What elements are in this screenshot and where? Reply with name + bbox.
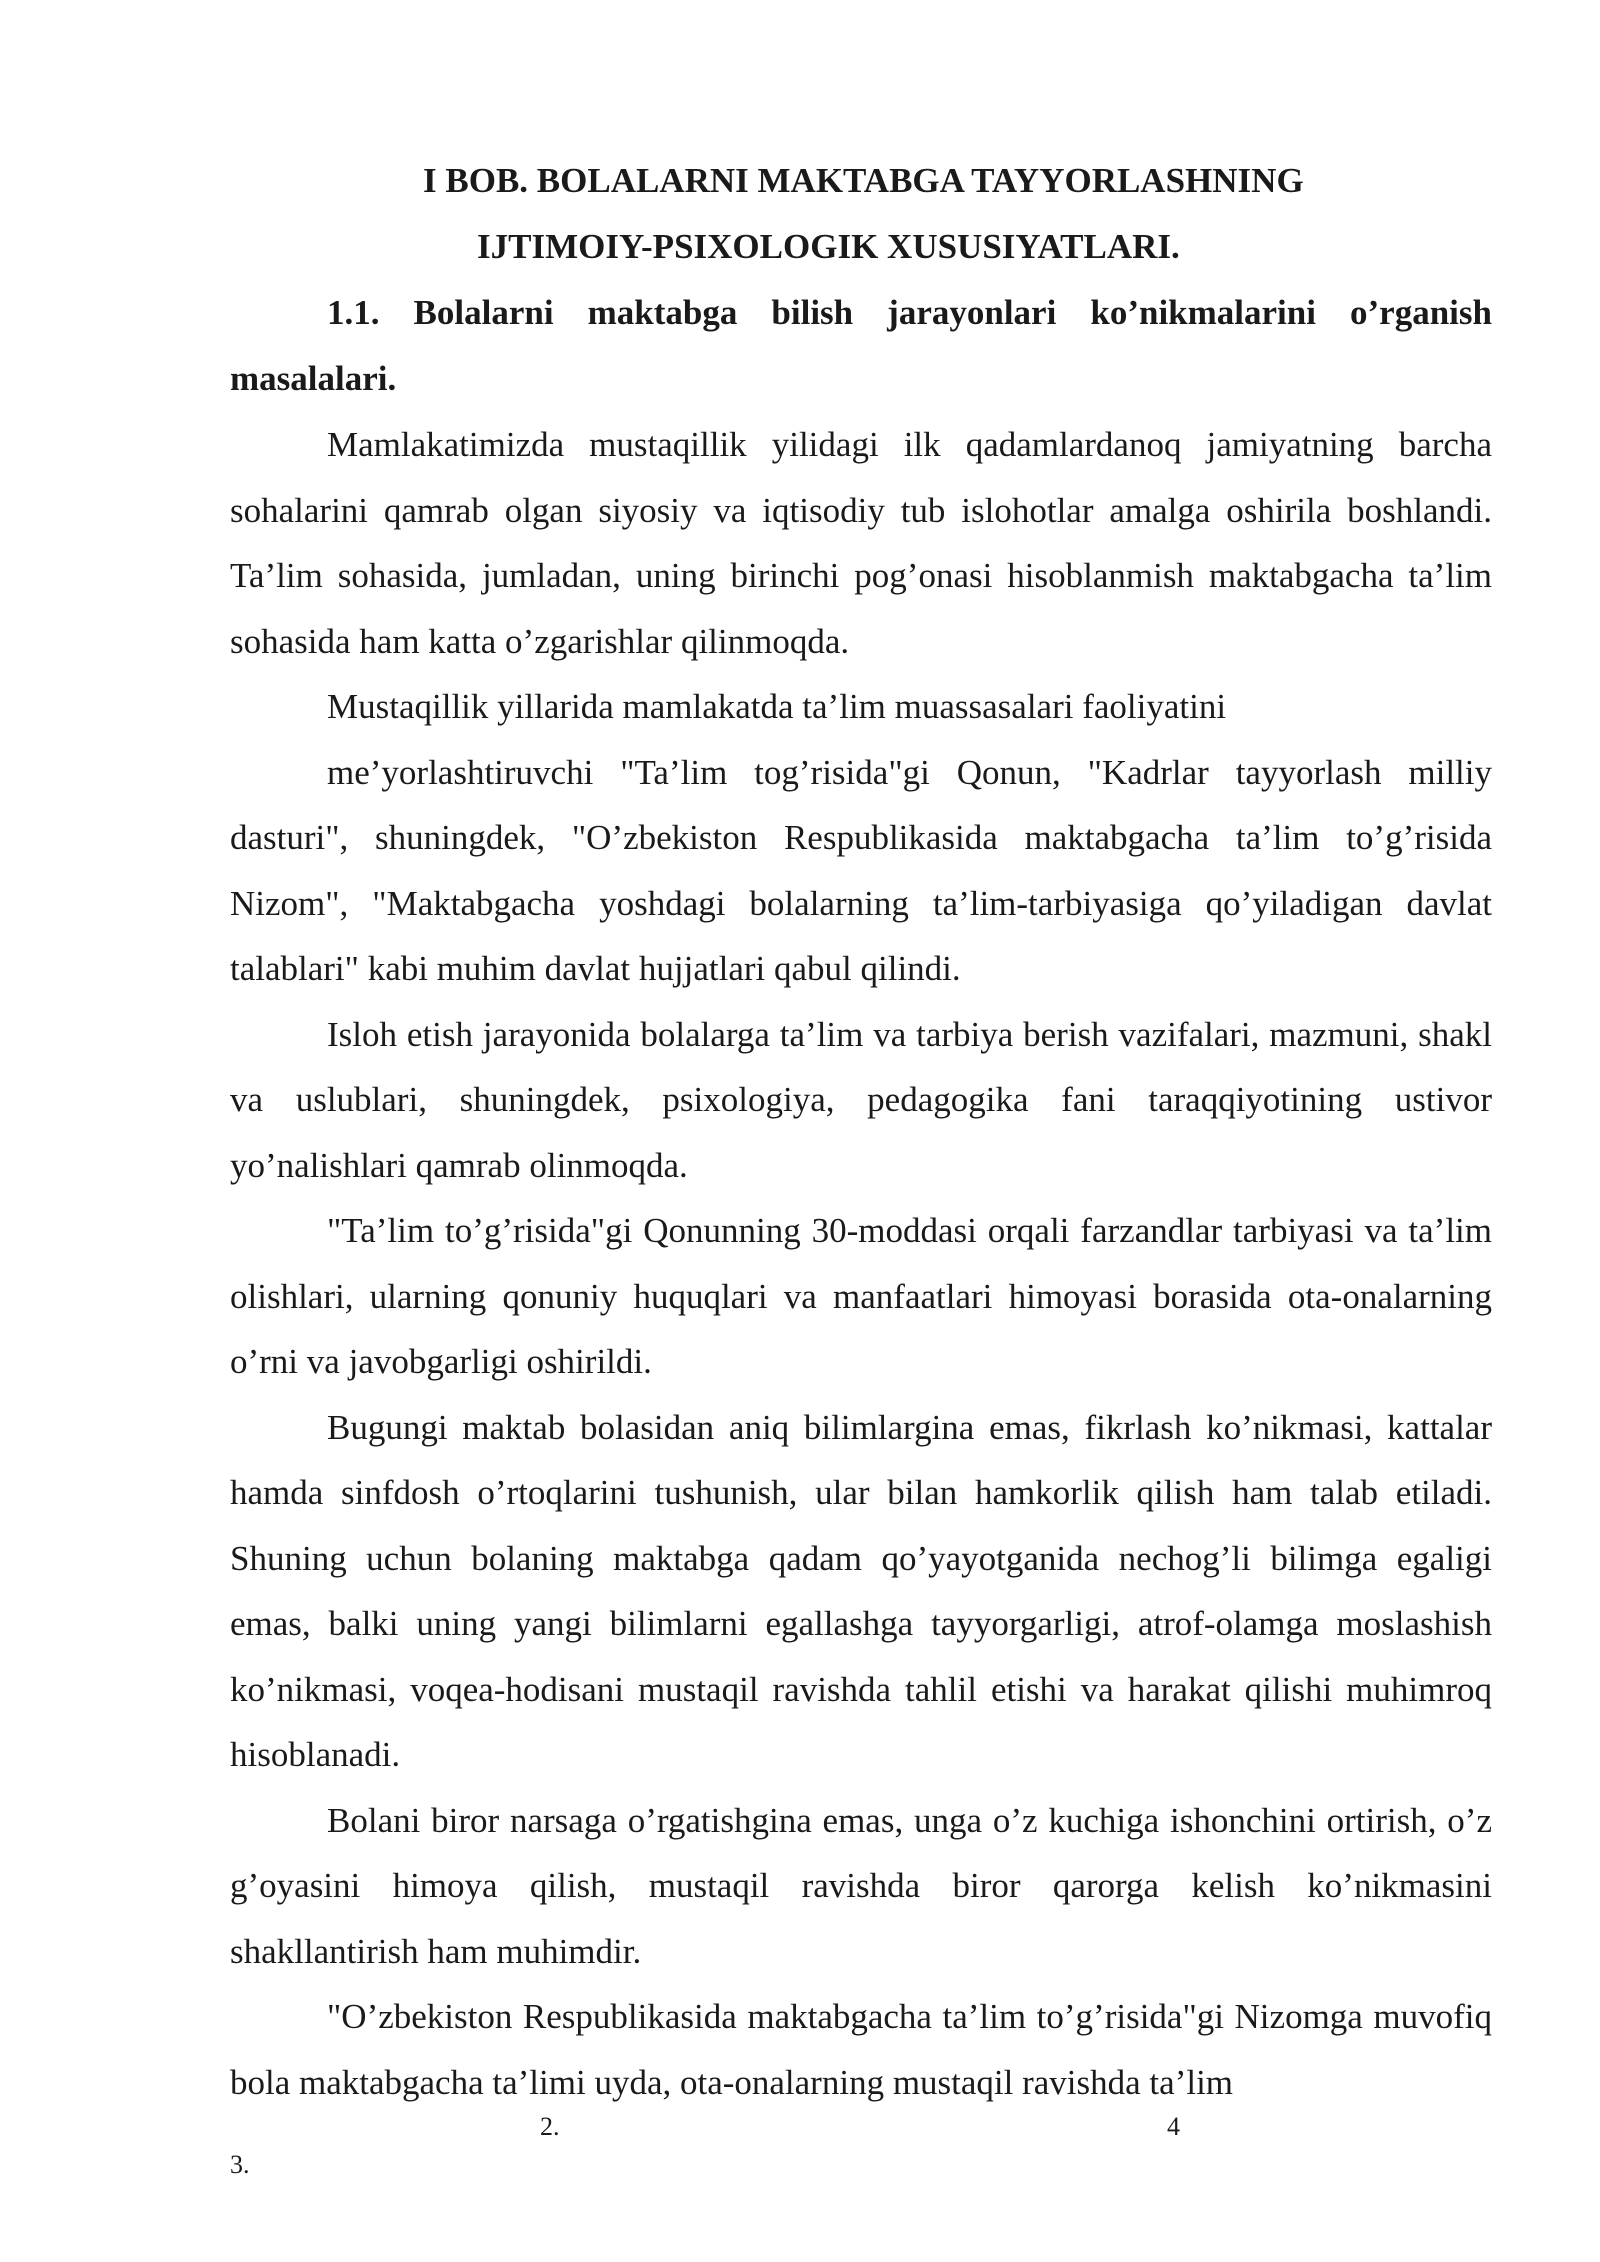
footnote-marker-3: 3.	[230, 2150, 250, 2179]
paragraph-3: me’yorlashtiruvchi "Ta’lim tog’risida"gi Qonun, "Kadrlar tayyorlash milliy dasturi", shuningdek, "O’zbekiston Respublikasida maktabgacha ta’lim to’g’risida Nizom", "Maktabgacha yoshdagi bolalarning ta’lim-tarbiyasiga qo’yiladigan davlat talablari" kabi muhim davlat hujjatlari qabul qilindi.	[230, 752, 1492, 988]
section-heading: 1.1. Bolalarni maktabga bilish jarayonlari ko’nikmalarini o’rganish masalalari.	[230, 293, 1492, 398]
paragraph-8: "O’zbekiston Respublikasida maktabgacha ta’lim to’g’risida"gi Nizomga muvofiq bola maktabgacha ta’limi uyda, ota-onalarning mustaqil ravishda ta’lim	[230, 1997, 1492, 2102]
paragraph-2: Mustaqillik yillarida mamlakatda ta’lim muassasalari faoliyatini	[327, 687, 1227, 726]
paragraph-4: Isloh etish jarayonida bolalarga ta’lim va tarbiya berish vazifalari, mazmuni, shakl va uslublari, shuningdek, psixologiya, pedagogika fani taraqqiyotining ustivor yo’nalishlari qamrab olinmoqda.	[230, 1014, 1492, 1185]
paragraph-6: Bugungi maktab bolasidan aniq bilimlargina emas, fikrlash ko’nikmasi, kattalar hamda sinfdosh o’rtoqlarini tushunish, ular bilan hamkorlik qilish ham talab etiladi. Shuning uchun bolaning maktabga qadam qo’yayotganida nechog’li bilimga egaligi emas, balki uning yangi bilimlarni egallashga tayyorgarligi, atrof-olamga moslashish ko’nikmasi, voqea-hodisani mustaqil ravishda tahlil etishi va harakat qilishi muhimroq hisoblanadi.	[230, 1407, 1492, 1774]
chapter-title	[230, 148, 1492, 280]
footnote-marker-2: 2.	[540, 2112, 560, 2141]
chapter-title-line-1: I BOB. BOLALARNI MAKTABGA TAYYORLASHNING	[423, 161, 1304, 200]
paragraph-1: Mamlakatimizda mustaqillik yilidagi ilk qadamlardanoq jamiyatning barcha sohalarini qamrab olgan siyosiy va iqtisodiy tub islohotlar amalga oshirila boshlandi. Ta’lim sohasida, jumladan, uning birinchi pog’onasi hisoblanmish maktabgacha ta’lim sohasida ham katta o’zgarishlar qilinmoqda.	[230, 425, 1492, 661]
document-page	[230, 148, 1492, 2115]
paragraph-7: Bolani biror narsaga o’rgatishgina emas, unga o’z kuchiga ishonchini ortirish, o’z g’oyasini himoya qilish, mustaqil ravishda biror qarorga kelish ko’nikmasini shakllantirish ham muhimdir.	[230, 1800, 1492, 1971]
page-number: 4	[1167, 2112, 1180, 2141]
paragraph-5: "Ta’lim to’g’risida"gi Qonunning 30-moddasi orqali farzandlar tarbiyasi va ta’lim olishlari, ularning qonuniy huquqlari va manfaatlari himoyasi borasida ota-onalarning o’rni va javobgarligi oshirildi.	[230, 1211, 1492, 1381]
chapter-title-line-2: IJTIMOIY-PSIXOLOGIK XUSUSIYATLARI.	[477, 227, 1180, 266]
